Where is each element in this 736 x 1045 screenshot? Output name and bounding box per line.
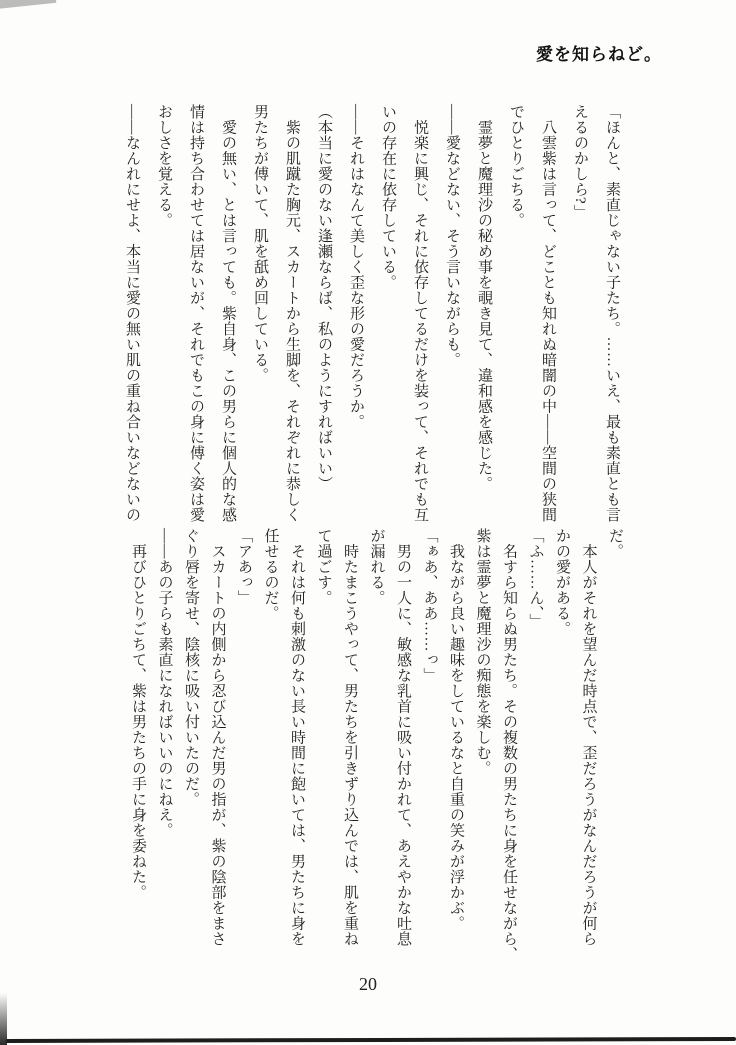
scan-artifact-top-left (0, 0, 56, 9)
text-line: ――それはなんて美しく歪な形の愛だろうか。 (348, 104, 364, 430)
text-line: 愛の無い、とは言っても。紫自身、この男らに個人的な感 (220, 104, 236, 523)
text-line: て過ごす。 (315, 528, 332, 606)
text-line: （本当に愛のない逢瀬ならば、私のようにすればいい） (316, 104, 332, 492)
text-line: 男の一人に、敏感な乳首に吸い付かれて、あえやかな吐息 (395, 528, 411, 947)
text-line: ぐり唇を寄せ、陰核に吸い付いたのだ。 (183, 528, 199, 807)
text-line: 霊夢と魔理沙の秘め事を覗き見て、違和感を感じた。 (476, 104, 492, 492)
text-line: でひとりごちる。 (508, 104, 524, 228)
text-line: 「ぁあ、ああ……っ」 (421, 528, 438, 683)
lower-text-block (125, 528, 629, 964)
text-line: が漏れる。 (368, 528, 385, 606)
page-title: 愛を知らねど。 (536, 45, 662, 64)
text-line: 任せるのだ。 (262, 528, 279, 621)
text-line: 時たまこうやって、男たちを引きずり込んでは、肌を重ね (342, 528, 358, 947)
text-line: いの存在に依存している。 (380, 104, 396, 290)
text-line: それは何も刺激のない長い時間に飽いては、男たちに身を (289, 528, 305, 947)
text-line: 「アあっ」 (236, 528, 252, 606)
text-line: だ。 (607, 528, 623, 559)
scan-artifact-bottom-line (5, 1037, 736, 1043)
scan-artifact-bottom-left (0, 993, 7, 1045)
text-line: かの愛がある。 (554, 528, 570, 637)
page-number: 20 (359, 974, 377, 994)
text-line: 紫の肌蹴た胸元、スカートから生脚を、それぞれに恭しく (284, 104, 300, 523)
text-line: ――あの子らも素直になればいいのにねえ。 (156, 528, 173, 838)
text-line: 八雲紫は言って、どことも知れぬ暗闇の中――空間の狭間 (540, 104, 556, 523)
text-line: ――なんれにせよ、本当に愛の無い肌の重ね合いなどないの (124, 104, 140, 523)
text-line: 悦楽に興じ、それに依存してるだけを装って、それでも互 (412, 104, 428, 523)
text-line: 名すら知らぬ男たち。その複数の男たちに身を任せながら、 (501, 528, 517, 962)
text-line: 紫は霊夢と魔理沙の痴態を楽しむ。 (474, 528, 491, 776)
text-line: 我ながら良い趣味をしているなと自重の笑みが浮かぶ。 (448, 528, 464, 931)
text-line: 男たちが傅いて、肌を舐め回している。 (252, 104, 268, 383)
text-line: おしさを覚える。 (156, 104, 172, 228)
text-line: ――愛などない、そう言いながらも。 (444, 104, 460, 368)
text-line: 本人がそれを望んだ時点で、歪だろうがなんだろうが何ら (580, 528, 597, 947)
upper-text-block (116, 104, 628, 524)
text-line: 「ほんと、素直じゃない子たち。……いえ、最も素直とも言 (604, 104, 620, 523)
text-line: 「ふ……ん、」 (527, 528, 544, 629)
text-line: 再びひとりごちて、紫は男たちの手に身を委ねた。 (130, 528, 146, 900)
text-line: スカートの内側から忍び込んだ男の指が、紫の陰部をまさ (209, 528, 226, 947)
text-line: えるのかしら?」 (572, 104, 588, 220)
text-line: 情は持ち合わせては居ないが、それでもこの身に傅く姿は愛 (188, 104, 204, 523)
